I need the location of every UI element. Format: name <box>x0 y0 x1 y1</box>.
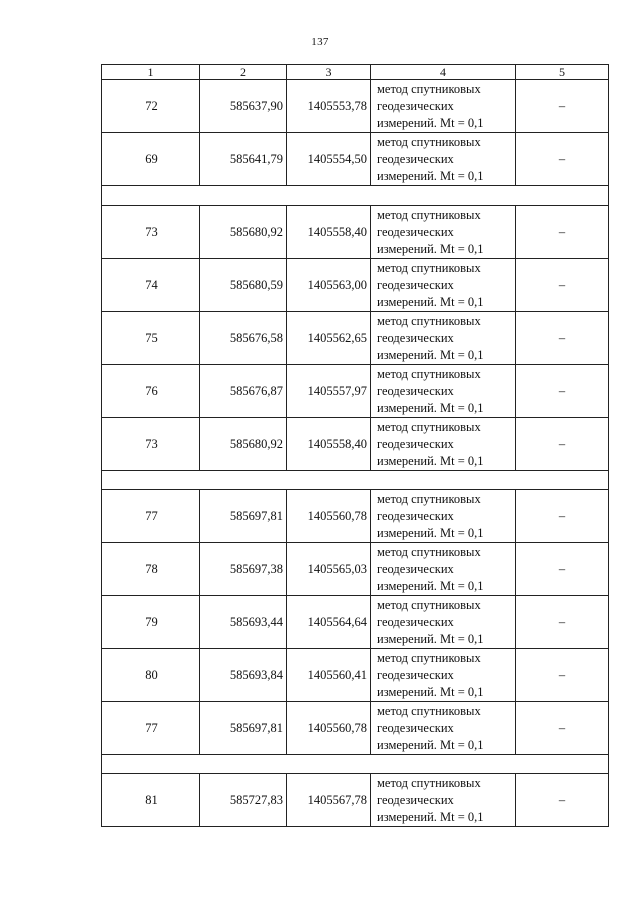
note-cell: – <box>516 649 609 702</box>
method-line: геодезических <box>377 667 454 682</box>
table-row <box>102 418 609 471</box>
column-header: 1 <box>102 65 200 80</box>
method-line: измерений. Mt = 0,1 <box>377 400 484 415</box>
x-coordinate-cell: 585637,90 <box>200 80 287 133</box>
y-coordinate-cell: 1405562,65 <box>287 312 371 365</box>
method-line: измерений. Mt = 0,1 <box>377 684 484 699</box>
method-line: геодезических <box>377 720 454 735</box>
method-line: метод спутниковых <box>377 366 481 381</box>
note-cell: – <box>516 774 609 827</box>
x-coordinate-cell: 585697,38 <box>200 543 287 596</box>
x-coordinate-cell: 585693,44 <box>200 596 287 649</box>
method-line: метод спутниковых <box>377 313 481 328</box>
x-coordinate-cell: 585697,81 <box>200 490 287 543</box>
point-number-cell: 69 <box>102 133 200 186</box>
table-row <box>102 543 609 596</box>
group-separator-row <box>102 471 609 490</box>
page-number: 137 <box>311 36 329 48</box>
column-header: 5 <box>516 65 609 80</box>
note-cell: – <box>516 80 609 133</box>
method-cell <box>371 702 516 755</box>
method-line: измерений. Mt = 0,1 <box>377 809 484 824</box>
method-line: измерений. Mt = 0,1 <box>377 168 484 183</box>
method-cell <box>371 259 516 312</box>
table-row <box>102 774 609 827</box>
method-cell <box>371 206 516 259</box>
method-line: геодезических <box>377 277 454 292</box>
method-cell <box>371 312 516 365</box>
method-cell <box>371 365 516 418</box>
x-coordinate-cell: 585676,87 <box>200 365 287 418</box>
method-line: геодезических <box>377 614 454 629</box>
method-line: метод спутниковых <box>377 260 481 275</box>
point-number-cell: 72 <box>102 80 200 133</box>
x-coordinate-cell: 585697,81 <box>200 702 287 755</box>
table-row <box>102 702 609 755</box>
method-line: измерений. Mt = 0,1 <box>377 241 484 256</box>
table-row <box>102 80 609 133</box>
method-line: измерений. Mt = 0,1 <box>377 115 484 130</box>
y-coordinate-cell: 1405558,40 <box>287 418 371 471</box>
table-row <box>102 490 609 543</box>
column-header: 4 <box>371 65 516 80</box>
note-cell: – <box>516 206 609 259</box>
x-coordinate-cell: 585680,92 <box>200 418 287 471</box>
y-coordinate-cell: 1405557,97 <box>287 365 371 418</box>
method-cell <box>371 490 516 543</box>
note-cell: – <box>516 259 609 312</box>
method-line: метод спутниковых <box>377 650 481 665</box>
group-separator-row <box>102 755 609 774</box>
point-number-cell: 80 <box>102 649 200 702</box>
method-line: геодезических <box>377 508 454 523</box>
method-line: метод спутниковых <box>377 134 481 149</box>
y-coordinate-cell: 1405558,40 <box>287 206 371 259</box>
method-line: измерений. Mt = 0,1 <box>377 631 484 646</box>
group-separator <box>102 471 609 490</box>
method-line: измерений. Mt = 0,1 <box>377 525 484 540</box>
method-line: геодезических <box>377 561 454 576</box>
point-number-cell: 75 <box>102 312 200 365</box>
x-coordinate-cell: 585676,58 <box>200 312 287 365</box>
y-coordinate-cell: 1405560,41 <box>287 649 371 702</box>
method-line: метод спутниковых <box>377 419 481 434</box>
method-line: измерений. Mt = 0,1 <box>377 294 484 309</box>
table-row <box>102 206 609 259</box>
note-cell: – <box>516 365 609 418</box>
table-row <box>102 259 609 312</box>
point-number-cell: 74 <box>102 259 200 312</box>
point-number-cell: 77 <box>102 702 200 755</box>
method-line: измерений. Mt = 0,1 <box>377 347 484 362</box>
x-coordinate-cell: 585693,84 <box>200 649 287 702</box>
method-cell <box>371 596 516 649</box>
point-number-cell: 77 <box>102 490 200 543</box>
method-line: геодезических <box>377 436 454 451</box>
method-cell <box>371 80 516 133</box>
method-line: измерений. Mt = 0,1 <box>377 737 484 752</box>
table-row <box>102 649 609 702</box>
method-line: метод спутниковых <box>377 544 481 559</box>
method-line: геодезических <box>377 98 454 113</box>
group-separator <box>102 755 609 774</box>
method-cell <box>371 543 516 596</box>
method-line: метод спутниковых <box>377 597 481 612</box>
table-header-row <box>102 65 609 80</box>
method-line: геодезических <box>377 330 454 345</box>
method-cell <box>371 774 516 827</box>
method-line: метод спутниковых <box>377 703 481 718</box>
method-line: геодезических <box>377 792 454 807</box>
method-line: измерений. Mt = 0,1 <box>377 453 484 468</box>
y-coordinate-cell: 1405567,78 <box>287 774 371 827</box>
method-line: измерений. Mt = 0,1 <box>377 578 484 593</box>
point-number-cell: 73 <box>102 206 200 259</box>
column-header: 2 <box>200 65 287 80</box>
point-number-cell: 76 <box>102 365 200 418</box>
table-body <box>102 80 609 827</box>
method-cell <box>371 649 516 702</box>
method-line: геодезических <box>377 383 454 398</box>
method-cell <box>371 133 516 186</box>
method-cell <box>371 418 516 471</box>
x-coordinate-cell: 585727,83 <box>200 774 287 827</box>
method-line: геодезических <box>377 224 454 239</box>
group-separator-row <box>102 186 609 206</box>
y-coordinate-cell: 1405563,00 <box>287 259 371 312</box>
method-line: геодезических <box>377 151 454 166</box>
x-coordinate-cell: 585680,59 <box>200 259 287 312</box>
point-number-cell: 78 <box>102 543 200 596</box>
point-number-cell: 79 <box>102 596 200 649</box>
y-coordinate-cell: 1405560,78 <box>287 702 371 755</box>
coordinates-table <box>101 64 609 827</box>
note-cell: – <box>516 702 609 755</box>
note-cell: – <box>516 418 609 471</box>
point-number-cell: 81 <box>102 774 200 827</box>
y-coordinate-cell: 1405553,78 <box>287 80 371 133</box>
table-row <box>102 596 609 649</box>
note-cell: – <box>516 596 609 649</box>
note-cell: – <box>516 133 609 186</box>
note-cell: – <box>516 312 609 365</box>
table-row <box>102 133 609 186</box>
table-row <box>102 312 609 365</box>
note-cell: – <box>516 490 609 543</box>
method-line: метод спутниковых <box>377 775 481 790</box>
y-coordinate-cell: 1405560,78 <box>287 490 371 543</box>
table-row <box>102 365 609 418</box>
y-coordinate-cell: 1405564,64 <box>287 596 371 649</box>
method-line: метод спутниковых <box>377 81 481 96</box>
note-cell: – <box>516 543 609 596</box>
group-separator <box>102 186 609 206</box>
x-coordinate-cell: 585680,92 <box>200 206 287 259</box>
y-coordinate-cell: 1405554,50 <box>287 133 371 186</box>
column-header: 3 <box>287 65 371 80</box>
y-coordinate-cell: 1405565,03 <box>287 543 371 596</box>
method-line: метод спутниковых <box>377 491 481 506</box>
method-line: метод спутниковых <box>377 207 481 222</box>
point-number-cell: 73 <box>102 418 200 471</box>
x-coordinate-cell: 585641,79 <box>200 133 287 186</box>
